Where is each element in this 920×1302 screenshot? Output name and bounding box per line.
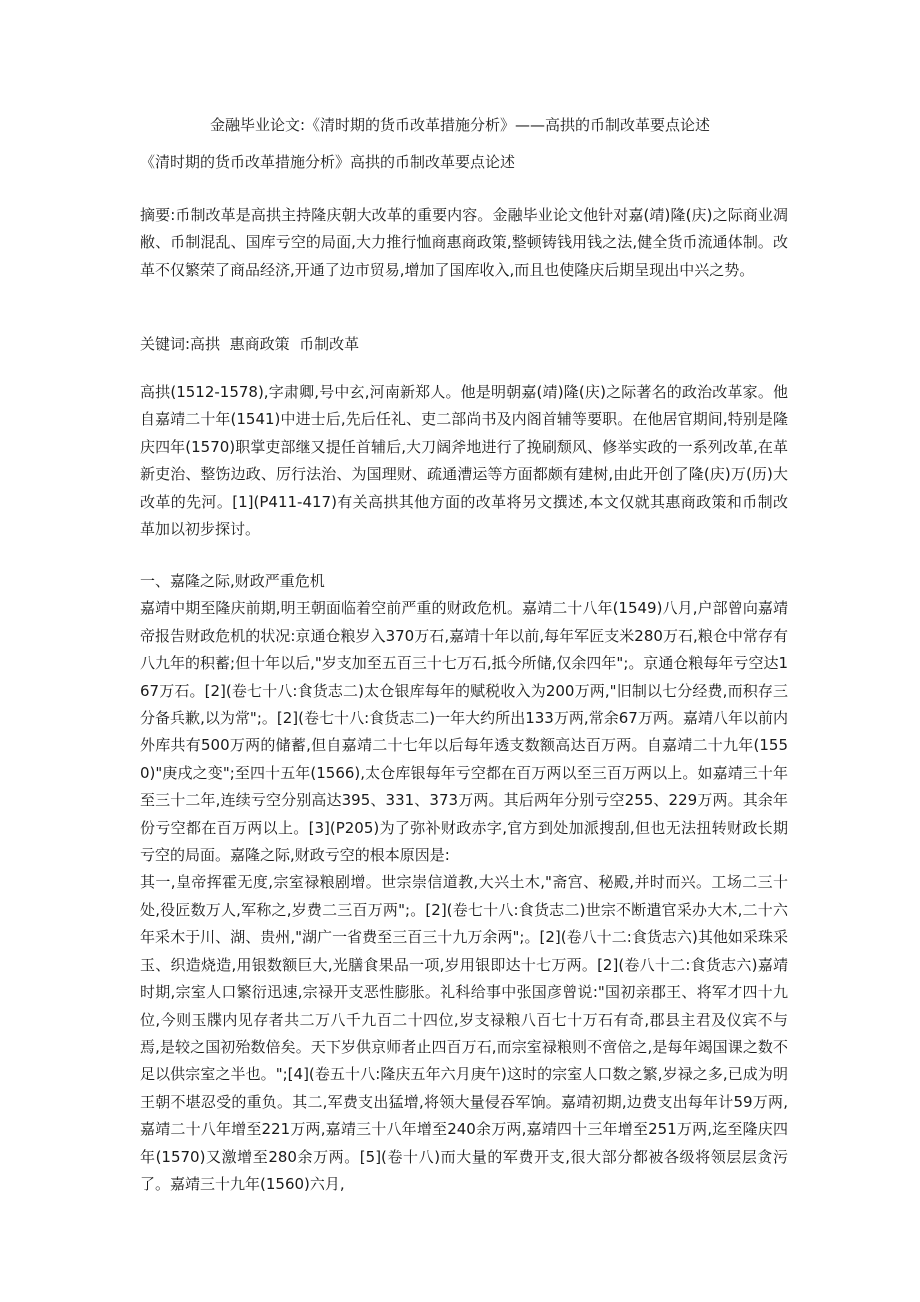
document-title: 金融毕业论文:《清时期的货币改革措施分析》——高拱的币制改革要点论述: [209, 116, 711, 134]
section-paragraph-1: 嘉靖中期至隆庆前期,明王朝面临着空前严重的财政危机。嘉靖二十八年(1549)八月,户部曾向嘉靖帝报告财政危机的状况:京通仓粮岁入370万石,嘉靖十年以前,每年军匠支米280万石,粮仓中常存有八九年的积蓄;但十年以后,"岁支加至五百三十七万石,抵今所储,仅余四年";。京通仓粮每年亏空达167万石。[2](卷七十八:食货志二)太仓银库每年的赋税收入为200万两,"旧制以七分经费,而积存三分备兵歉,以为常";。[2](卷七十八:食货志二)一年大约所出133万两,常余67万两。嘉靖八年以前内外库共有500万两的储蓄,但自嘉靖二十七年以后每年透支数额高达百万两。自嘉靖二十九年(1550)"庚戌之变";至四十五年(1566),太仓库银每年亏空都在百万两以至三百万两以上。如嘉靖三十年至三十二年,连续亏空分别高达395、331、373万两。其后两年分别亏空255、229万两。其余年份亏空都在百万两以上。[3](P205)为了弥补财政赤字,官方到处加派搜刮,但也无法扭转财政长期亏空的局面。嘉隆之际,财政亏空的根本原因是:: [140, 599, 788, 865]
intro-paragraph: 高拱(1512-1578),字肃卿,号中玄,河南新郑人。他是明朝嘉(靖)隆(庆)之际著名的政治改革家。他自嘉靖二十年(1541)中进士后,先后任礼、吏二部尚书及内阁首辅等要职。在他居官期间,特别是隆庆四年(1570)职掌吏部继又提任首辅后,大刀阔斧地进行了挽刷颓风、修举实政的一系列改革,在革新吏治、整饬边政、厉行法治、为国理财、疏通漕运等方面都颇有建树,由此开创了隆(庆)万(历)大改革的先河。[1](P411-417)有关高拱其他方面的改革将另文撰述,本文仅就其惠商政策和币制改革加以初步探讨。: [140, 383, 788, 539]
abstract-paragraph: 摘要:币制改革是高拱主持隆庆朝大改革的重要内容。金融毕业论文他针对嘉(靖)隆(庆)之际商业凋敝、币制混乱、国库亏空的局面,大力推行恤商惠商政策,整顿铸钱用钱之法,健全货币流通体制。改革不仅繁荣了商品经济,开通了边市贸易,增加了国库收入,而且也使隆庆后期呈现出中兴之势。: [140, 206, 788, 279]
section-paragraph-2: 其一,皇帝挥霍无度,宗室禄粮剧增。世宗崇信道教,大兴土木,"斋宫、秘殿,并时而兴。工场二三十处,役匠数万人,军称之,岁费二三百万两";。[2](卷七十八:食货志二)世宗不断遣官采办大木,二十六年采木于川、湖、贵州,"湖广一省费至三百三十九万余两";。[2](卷八十二:食货志六)其他如采珠采玉、织造烧造,用银数额巨大,光膳食果品一项,岁用银即达十七万两。[2](卷八十二:食货志六)嘉靖时期,宗室人口繁衍迅速,宗禄开支恶性膨胀。礼科给事中张国彦曾说:"国初亲郡王、将军才四十九位,今则玉牒内见存者共二万八千九百二十四位,岁支禄粮八百七十万石有奇,郡县主君及仪宾不与焉,是较之国初殆数倍矣。天下岁供京师者止四百万石,而宗室禄粮则不啻倍之,是每年竭国课之数不足以供宗室之半也。";[4](卷五十八:隆庆五年六月庚午)这时的宗室人口数之繁,岁禄之多,已成为明王朝不堪忍受的重负。其二,军费支出猛增,将领大量侵吞军饷。嘉靖初期,边费支出每年计59万两,嘉靖二十八年增至221万两,嘉靖三十八年增至240余万两,嘉靖四十三年增至251万两,迄至隆庆四年(1570)又激增至280余万两。[5](卷十八)而大量的军费开支,很大部分都被各级将领层层贪污了。嘉靖三十九年(1560)六月,: [140, 873, 788, 1193]
section-1: [140, 568, 788, 1198]
document-subtitle: 《清时期的货币改革措施分析》高拱的币制改革要点论述: [140, 153, 516, 171]
keywords-line: 关键词:高拱 惠商政策 币制改革: [140, 335, 360, 353]
section-heading: 一、嘉隆之际,财政严重危机: [140, 572, 325, 590]
